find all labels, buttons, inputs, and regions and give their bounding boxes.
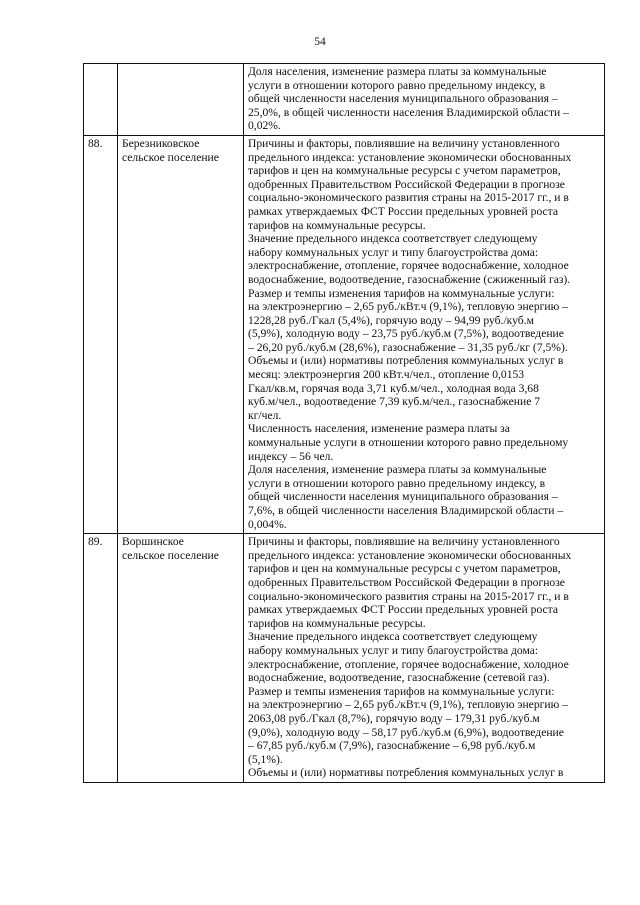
- description-cell: [244, 64, 605, 136]
- description-line: набору коммунальных услуг и типу благоустройства дома:: [248, 643, 539, 657]
- description-line: – 26,20 руб./куб.м (28,6%), газоснабжение – 31,35 руб./кг (7,5%).: [248, 340, 568, 354]
- description-line: Размер и темпы изменения тарифов на коммунальные услуги:: [248, 684, 555, 698]
- description-line: Значение предельного индекса соответствует следующему: [248, 630, 538, 644]
- description-line: индексу – 56 чел.: [248, 449, 334, 463]
- description-line: Размер и темпы изменения тарифов на коммунальные услуги:: [248, 286, 555, 300]
- page-number: 54: [314, 36, 326, 48]
- description-line: Значение предельного индекса соответствует следующему: [248, 232, 538, 246]
- description-line: водоснабжение, водоотведение, газоснабжение (сжиженный газ).: [248, 272, 571, 286]
- description-line: одобренных Правительством Российской Федерации в прогнозе: [248, 575, 565, 589]
- description-line: Доля населения, изменение размера платы за коммунальные: [248, 65, 547, 78]
- description-cell: [244, 135, 605, 533]
- description-line: услуги в отношении которого равно предельному индексу, в: [248, 78, 546, 92]
- description-line: одобренных Правительством Российской Федерации в прогнозе: [248, 177, 565, 191]
- description-line: 25,0%, в общей численности населения Владимирской области –: [248, 105, 569, 119]
- settlement-name-cell: [118, 135, 244, 533]
- description-line: Численность населения, изменение размера платы за: [248, 422, 510, 436]
- settlement-name-line: сельское поселение: [122, 150, 219, 164]
- description-line: рамках утверждаемых ФСТ России предельных уровней роста: [248, 603, 559, 617]
- municipal-index-table: [83, 63, 605, 783]
- description-line: набору коммунальных услуг и типу благоустройства дома:: [248, 245, 539, 259]
- description-line: (9,0%), холодную воду – 58,17 руб./куб.м (6,9%), водоотведение: [248, 725, 564, 739]
- settlement-name-cell: [118, 64, 244, 136]
- description-line: электроснабжение, отопление, горячее водоснабжение, холодное: [248, 259, 569, 273]
- description-line: Гкал/кв.м, горячая вода 3,71 куб.м/чел., холодная вода 3,68: [248, 381, 539, 395]
- description-line: тарифов и цен на коммунальные ресурсы с учетом параметров,: [248, 562, 561, 576]
- row-number: 88.: [88, 136, 103, 150]
- description-line: 0,004%.: [248, 517, 287, 531]
- settlement-name-line: Воршинское: [122, 535, 184, 549]
- description-line: кг/чел.: [248, 408, 282, 422]
- description-line: тарифов на коммунальные ресурсы.: [248, 616, 426, 630]
- description-line: (5,1%).: [248, 752, 283, 766]
- table-row: [84, 135, 605, 533]
- table-row: [84, 64, 605, 136]
- table-body: [84, 64, 605, 783]
- description-line: тарифов на коммунальные ресурсы.: [248, 218, 426, 232]
- description-line: услуги в отношении которого равно предельному индексу, в: [248, 476, 546, 490]
- description-line: Причины и факторы, повлиявшие на величину установленного: [248, 535, 560, 549]
- row-number-cell: [84, 64, 118, 136]
- description-line: коммунальные услуги в отношении которого равно предельному: [248, 436, 569, 450]
- description-line: предельного индекса: установление экономически обоснованных: [248, 548, 572, 562]
- description-line: предельного индекса: установление экономически обоснованных: [248, 150, 572, 164]
- description-line: общей численности населения муниципального образования –: [248, 490, 558, 504]
- description-cell: [244, 534, 605, 783]
- settlement-name-cell: [118, 534, 244, 783]
- description-line: электроснабжение, отопление, горячее водоснабжение, холодное: [248, 657, 569, 671]
- description-line: общей численности населения муниципального образования –: [248, 92, 558, 106]
- row-number-cell: [84, 534, 118, 783]
- description-line: куб.м/чел., водоотведение 7,39 куб.м/чел., газоснабжение 7: [248, 395, 541, 409]
- description-line: 0,02%.: [248, 119, 281, 133]
- description-line: на электроэнергию – 2,65 руб./кВт.ч (9,1%), тепловую энергию –: [248, 698, 568, 712]
- description-line: Объемы и (или) нормативы потребления коммунальных услуг в: [248, 354, 564, 368]
- description-line: 2063,08 руб./Гкал (8,7%), горячую воду – 179,31 руб./куб.м: [248, 711, 540, 725]
- description-line: – 67,85 руб./куб.м (7,9%), газоснабжение – 6,98 руб./куб.м: [248, 739, 536, 753]
- description-line: 7,6%, в общей численности населения Владимирской области –: [248, 504, 564, 517]
- description-line: Причины и факторы, повлиявшие на величину установленного: [248, 136, 560, 150]
- description-line: социально-экономического развития страны на 2015-2017 гг., и в: [248, 191, 569, 205]
- row-number-cell: [84, 135, 118, 533]
- settlement-name-line: сельское поселение: [122, 548, 219, 562]
- settlement-name-line: Березниковское: [122, 136, 200, 150]
- description-line: рамках утверждаемых ФСТ России предельных уровней роста: [248, 204, 559, 218]
- description-line: (5,9%), холодную воду – 23,75 руб./куб.м (7,5%), водоотведение: [248, 327, 564, 341]
- description-line: 1228,28 руб./Гкал (5,4%), горячую воду – 94,99 руб./куб.м: [248, 313, 534, 327]
- row-number: 89.: [88, 535, 103, 549]
- description-line: на электроэнергию – 2,65 руб./кВт.ч (9,1%), тепловую энергию –: [248, 300, 568, 314]
- description-line: социально-экономического развития страны на 2015-2017 гг., и в: [248, 589, 569, 603]
- description-line: тарифов и цен на коммунальные ресурсы с учетом параметров,: [248, 164, 561, 178]
- table-row: [84, 534, 605, 783]
- description-line: водоснабжение, водоотведение, газоснабжение (сетевой газ).: [248, 671, 550, 685]
- description-line: месяц: электроэнергия 200 кВт.ч/чел., отопление 0,0153: [248, 368, 525, 382]
- description-line: Объемы и (или) нормативы потребления коммунальных услуг в: [248, 766, 564, 780]
- description-line: Доля населения, изменение размера платы за коммунальные: [248, 463, 547, 477]
